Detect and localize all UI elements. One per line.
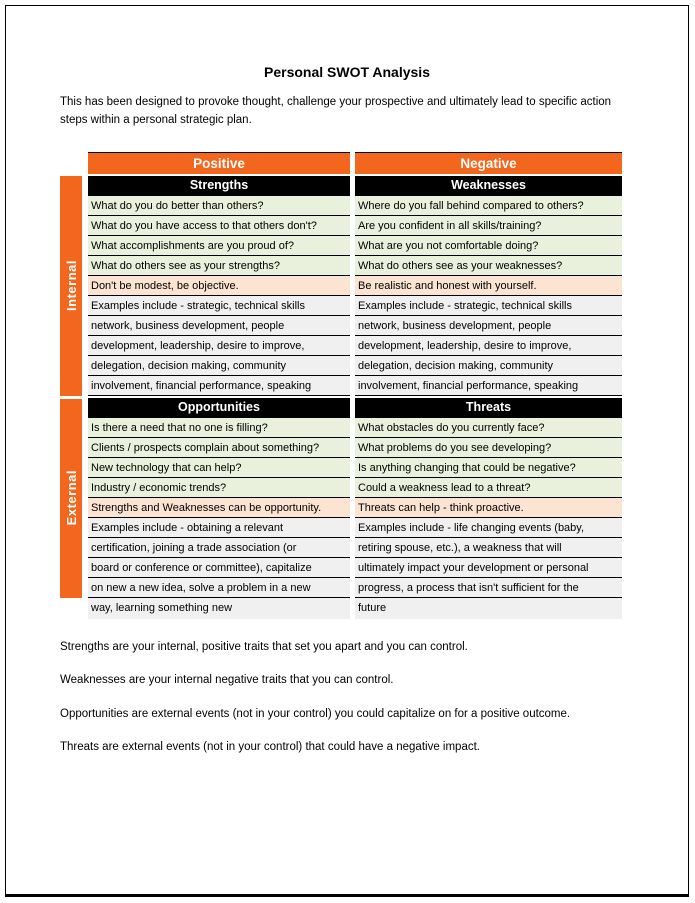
opportunities-row: way, learning something new — [88, 598, 350, 619]
strengths-row: development, leadership, desire to improve, — [88, 336, 350, 356]
header-left-spacer — [60, 152, 82, 174]
weaknesses-row: Be realistic and honest with yourself. — [355, 276, 622, 296]
strengths-row: network, business development, people — [88, 316, 350, 336]
opportunities-definition: Opportunities are external events (not in your control) you could capitalize on for a positive outcome. — [60, 707, 571, 720]
strengths-row: What do others see as your strengths? — [88, 256, 350, 276]
internal-sidebar — [60, 176, 82, 396]
weaknesses-row: development, leadership, desire to improve, — [355, 336, 622, 356]
threats-header: Threats — [355, 398, 622, 418]
threats-row: Is anything changing that could be negative? — [355, 458, 622, 478]
intro-paragraph: This has been designed to provoke thought, challenge your prospective and ultimately lead to specific action steps within a personal strategic plan. — [60, 96, 612, 126]
table-overflow-row — [60, 598, 622, 619]
weaknesses-row: Examples include - strategic, technical skills — [355, 296, 622, 316]
threats-row: future — [355, 598, 622, 619]
strengths-definition: Strengths are your internal, positive traits that set you apart and you can control. — [60, 640, 468, 653]
opportunities-row: certification, joining a trade association (or — [88, 538, 350, 558]
strengths-row: involvement, financial performance, speaking — [88, 376, 350, 396]
external-sidebar — [60, 398, 82, 598]
strengths-header: Strengths — [88, 176, 350, 196]
external-label: External — [63, 470, 79, 526]
opportunities-header: Opportunities — [88, 398, 350, 418]
strengths-row: What do you have access to that others don't? — [88, 216, 350, 236]
threats-row: ultimately impact your development or personal — [355, 558, 622, 578]
threats-row: What obstacles do you currently face? — [355, 418, 622, 438]
weaknesses-row: Where do you fall behind compared to others? — [355, 196, 622, 216]
opportunities-row: Strengths and Weaknesses can be opportunity. — [88, 498, 350, 518]
opportunities-row: Industry / economic trends? — [88, 478, 350, 498]
opportunities-row: Is there a need that no one is filling? — [88, 418, 350, 438]
strengths-row: Examples include - strategic, technical skills — [88, 296, 350, 316]
threats-row: Threats can help - think proactive. — [355, 498, 622, 518]
page-title: Personal SWOT Analysis — [264, 64, 430, 80]
threats-column — [355, 398, 622, 598]
swot-table — [60, 152, 622, 619]
weaknesses-row: What are you not comfortable doing? — [355, 236, 622, 256]
opportunities-row: Clients / prospects complain about something? — [88, 438, 350, 458]
strengths-column — [88, 176, 350, 396]
weaknesses-row: delegation, decision making, community — [355, 356, 622, 376]
opportunities-row: on new a new idea, solve a problem in a new — [88, 578, 350, 598]
internal-section — [60, 176, 622, 396]
threats-row: What problems do you see developing? — [355, 438, 622, 458]
weaknesses-row: What do others see as your weaknesses? — [355, 256, 622, 276]
threats-row: Could a weakness lead to a threat? — [355, 478, 622, 498]
threats-row: retiring spouse, etc.), a weakness that will — [355, 538, 622, 558]
polarity-header-row — [60, 152, 622, 174]
definitions — [60, 641, 633, 754]
internal-label: Internal — [63, 260, 79, 312]
weaknesses-column — [355, 176, 622, 396]
weaknesses-header: Weaknesses — [355, 176, 622, 196]
positive-header: Positive — [88, 152, 350, 174]
opportunities-row: New technology that can help? — [88, 458, 350, 478]
strengths-row: delegation, decision making, community — [88, 356, 350, 376]
strengths-row: What do you do better than others? — [88, 196, 350, 216]
strengths-row: Don't be modest, be objective. — [88, 276, 350, 296]
weaknesses-row: Are you confident in all skills/training? — [355, 216, 622, 236]
external-section — [60, 398, 622, 598]
weaknesses-definition: Weaknesses are your internal negative traits that you can control. — [60, 674, 394, 687]
strengths-row: What accomplishments are you proud of? — [88, 236, 350, 256]
threats-row: progress, a process that isn't sufficient for the — [355, 578, 622, 598]
overflow-left-spacer — [60, 598, 82, 619]
negative-header: Negative — [355, 152, 622, 174]
opportunities-row: board or conference or committee), capitalize — [88, 558, 350, 578]
opportunities-row: Examples include - obtaining a relevant — [88, 518, 350, 538]
threats-row: Examples include - life changing events (baby, — [355, 518, 622, 538]
weaknesses-row: network, business development, people — [355, 316, 622, 336]
threats-definition: Threats are external events (not in your control) that could have a negative impact. — [60, 741, 480, 754]
document-page — [5, 5, 689, 897]
opportunities-column — [88, 398, 350, 598]
weaknesses-row: involvement, financial performance, speaking — [355, 376, 622, 396]
